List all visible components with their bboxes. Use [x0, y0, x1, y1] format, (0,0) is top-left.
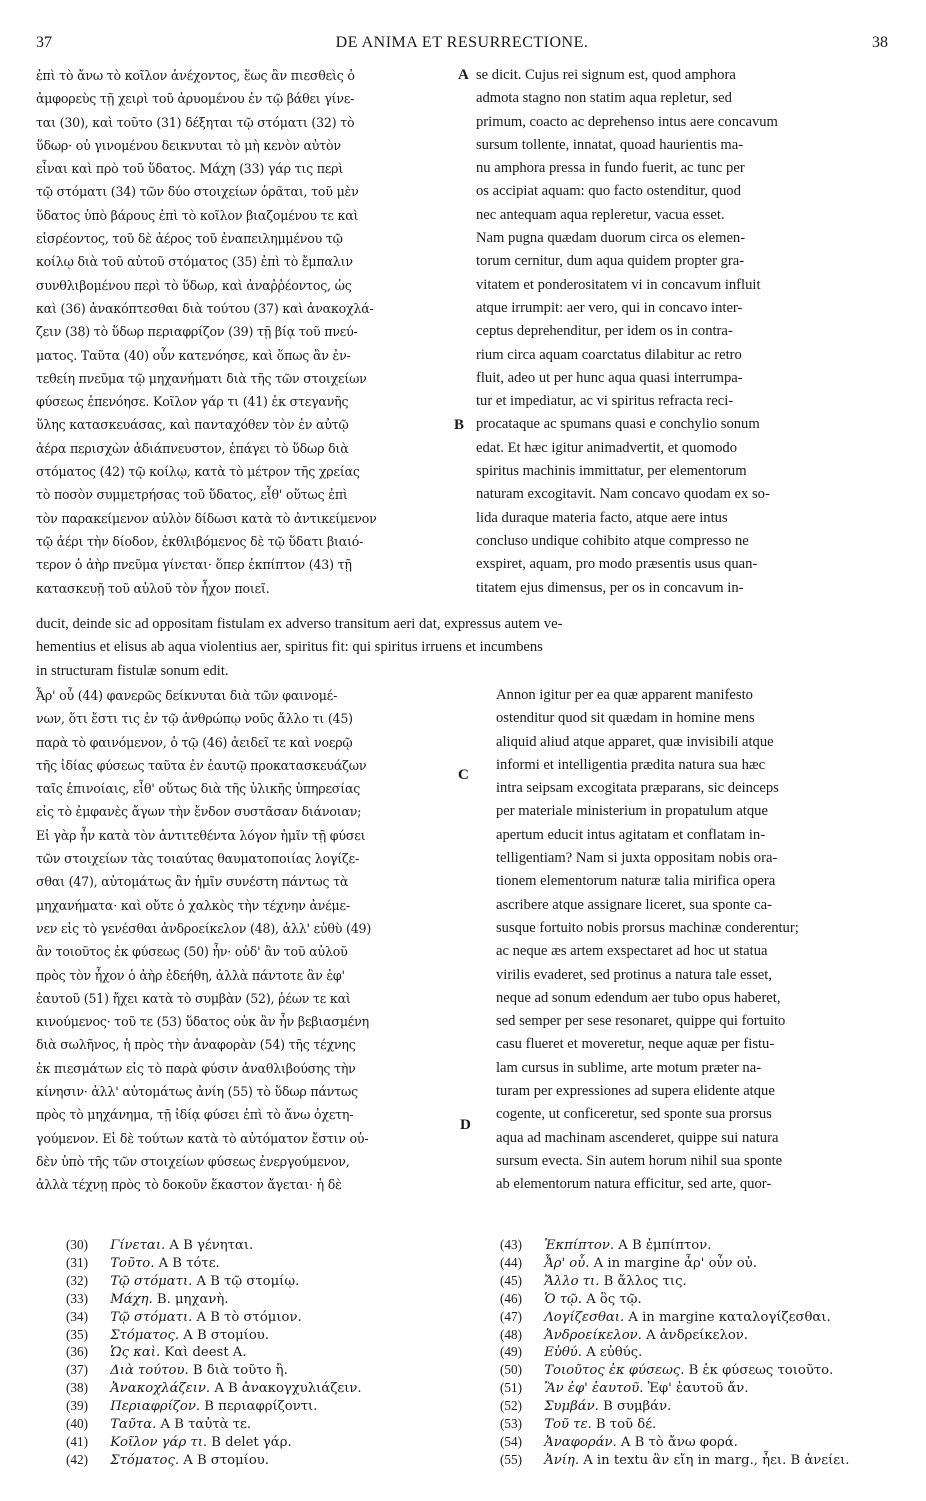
- latin-line: tionem elementorum naturæ talia mirifica opera: [496, 873, 776, 890]
- footnote-lemma: Συμβάν.: [544, 1399, 599, 1415]
- latin-line: concluso undique cohibito atque compresso ne: [476, 532, 749, 549]
- latin-line: torum cernitur, dum aqua quidem propter gra-: [476, 253, 745, 270]
- latin-text-bottom: [496, 684, 888, 1197]
- greek-line: ὕδωρ· οὐ γινομένου δεικνυται τὸ μὴ κενὸν αὐτὸν: [36, 137, 341, 153]
- latin-line: susque fortuito nobis prorsus machinæ conderentur;: [496, 919, 799, 936]
- greek-line: ἐκ πιεσμάτων εἰς τὸ παρὰ φύσιν ἀναθλιβούσης τὴν: [36, 1060, 356, 1076]
- footnote-lemma: Ἀνακοχλάζειν.: [110, 1381, 211, 1397]
- greek-line: ἀμφορεὺς τῇ χειρὶ τοῦ ἀρυομένου ἐν τῷ βάθει γίνε-: [36, 91, 355, 107]
- latin-line: titatem ejus dimensus, per os in concavum in-: [476, 579, 744, 596]
- margin-marker-d: D: [460, 1117, 471, 1133]
- greek-line: τερον ὁ ἀὴρ πνεῦμα γίνεται· ὅπερ ἐκπίπτον (43) τῇ: [36, 557, 352, 573]
- footnote-number: (41): [66, 1433, 88, 1449]
- footnote-lemma: Ἀνίη.: [544, 1452, 580, 1468]
- latin-line: Annon igitur per ea quæ apparent manifesto: [496, 687, 753, 703]
- latin-line: informi et intelligentia prædita natura sua hæc: [496, 756, 766, 773]
- latin-line: naturam excogitavit. Nam concavo quodam ex so-: [476, 486, 770, 503]
- latin-full-width-text: [36, 613, 888, 683]
- footnote-number: (36): [66, 1344, 88, 1360]
- footnote-number: (53): [500, 1416, 522, 1432]
- footnote: [66, 1416, 466, 1434]
- footnote: [500, 1255, 900, 1273]
- latin-line: aqua ad machinam ascenderet, quippe sui natura: [496, 1129, 779, 1146]
- greek-line: καὶ (36) ἀνακόπτεσθαι διὰ τούτου (37) καὶ ἀνακοχλά-: [36, 300, 374, 316]
- greek-line: τὸ ποσὸν συμμετρήσας τοῦ ὕδατος, εἶθ' οὕτως ἐπὶ: [36, 487, 348, 503]
- greek-line: ταῖς ἐπινοίαις, εἶθ' οὕτως διὰ τῆς ὑλικῆς ὑπηρεσίας: [36, 781, 361, 797]
- latin-line: procataque ac spumans quasi e conchylio sonum: [476, 416, 760, 433]
- footnote-lemma: Γίνεται.: [110, 1238, 166, 1253]
- latin-line: vitatem et ponderositatem vi in concavum influit: [476, 276, 761, 293]
- footnote-text: Καὶ deest A.: [164, 1345, 247, 1361]
- footnote-number: (44): [500, 1254, 522, 1270]
- footnote-number: (46): [500, 1290, 522, 1306]
- latin-line: casu flueret et moveretur, neque aquæ per fistu-: [496, 1036, 775, 1053]
- footnote-number: (54): [500, 1433, 522, 1449]
- footnote: [500, 1434, 900, 1452]
- footnote: [500, 1362, 900, 1380]
- latin-line: Nam pugna quædam duorum circa os elemen-: [476, 230, 746, 247]
- footnote: [66, 1344, 466, 1362]
- footnote: [66, 1327, 466, 1345]
- latin-line: nec antequam aqua repleretur, vacua esset.: [476, 206, 725, 223]
- footnote-text: A ἀνδρείκελον.: [646, 1327, 748, 1343]
- latin-line: sursum tollente, innatat, quoad haurientis ma-: [476, 136, 744, 153]
- footnote-lemma: Τοῦ τε.: [544, 1417, 592, 1433]
- footnote-number: (31): [66, 1254, 88, 1270]
- greek-text-bottom: [36, 684, 458, 1197]
- footnote-lemma: Στόματος.: [110, 1327, 180, 1343]
- latin-line: virilis evaderet, sed protinus a natura tale esset,: [496, 966, 772, 983]
- footnote-text: B ἄλλος τις.: [603, 1273, 687, 1289]
- footnote-text: A B ἐμπίπτον.: [618, 1238, 712, 1253]
- latin-line: neque ad sonum edendum aer tubo opus haberet,: [496, 989, 781, 1006]
- footnote-number: (52): [500, 1398, 522, 1414]
- latin-line: telligentiam? Nam si juxta oppositam nobis ora-: [496, 850, 778, 867]
- greek-line: σθαι (47), αὐτομάτως ἂν ἡμῖν συνέστη πάντως τὰ: [36, 874, 349, 890]
- latin-line: sursum evecta. Sin autem horum nihil sua sponte: [496, 1152, 783, 1169]
- footnote: [66, 1452, 466, 1470]
- greek-line: παρὰ τὸ φαινόμενον, ὁ τῷ (46) ἀειδεῖ τε καὶ νοερῷ: [36, 734, 353, 750]
- footnote-number: (47): [500, 1308, 522, 1324]
- greek-line: ται (30), καὶ τοῦτο (31) δέξηται τῷ στόματι (32) τὸ: [36, 114, 355, 130]
- footnote-lemma: Τοῦτο.: [110, 1255, 155, 1271]
- footnote-lemma: Μάχη.: [110, 1291, 153, 1307]
- greek-line: φύσεως ἐπενόησε. Κοῖλον γάρ τι (41) ἐκ στεγανῆς: [36, 394, 349, 410]
- footnote-lemma: Ἐκπίπτον.: [544, 1238, 615, 1253]
- latin-text-top: [476, 64, 888, 600]
- greek-line: ζειν (38) τὸ ὕδωρ περιαφρίζον (39) τῇ βίᾳ τοῦ πνεύ-: [36, 324, 358, 340]
- greek-line: ἀλλὰ τέχνῃ πρὸς τὸ δοκοῦν ἕκαστον ἄγεται· ἡ δὲ: [36, 1177, 342, 1193]
- greek-line: ἑαυτοῦ (51) ἤχει κατὰ τὸ συμβὰν (52), ῥέων τε καὶ: [36, 990, 351, 1006]
- margin-marker-b: B: [454, 417, 465, 433]
- footnote-text: A B ἀνακογχυλιάζειν.: [214, 1381, 362, 1397]
- footnote-number: (49): [500, 1344, 522, 1360]
- footnote-lemma: Ὁ τῷ.: [544, 1291, 582, 1307]
- running-title: DE ANIMA ET RESURRECTIONE.: [335, 34, 589, 51]
- greek-line: τῷ στόματι (34) τῶν δύο στοιχείων ὁρᾶται, τοῦ μὲν: [36, 184, 359, 200]
- footnote-number: (37): [66, 1362, 88, 1378]
- latin-line: aliquid aliud atque apparet, quæ invisibili atque: [496, 733, 774, 750]
- greek-line: μηχανήματα· καὶ οὔτε ὁ χαλκὸς τὴν τέχνην ἀνέμε-: [36, 897, 350, 913]
- margin-marker-c: C: [458, 767, 469, 783]
- footnote-text: B. μηχανὴ.: [156, 1291, 229, 1307]
- latin-line: hementius et elisus ab aqua violentius aer, spiritus fit: qui spiritus irruens et incumbens: [36, 639, 543, 656]
- latin-line: tur et impediatur, ac vi spiritus refracta reci-: [476, 393, 734, 410]
- page-number-left: 37: [36, 34, 52, 51]
- greek-line: εἰς τὸ ἐμφανὲς ἄγων τὴν ἔνδον συστᾶσαν διάνοιαν;: [36, 804, 362, 820]
- latin-line: edat. Et hæc igitur animadvertit, et quomodo: [476, 439, 738, 456]
- footnote: [66, 1291, 466, 1309]
- footnote: [500, 1237, 900, 1255]
- greek-line: στόματος (42) τῷ κοίλῳ, κατὰ τὸ μέτρον τῆς χρείας: [36, 464, 360, 480]
- footnote: [66, 1398, 466, 1416]
- greek-line: νων, ὅτι ἔστι τις ἐν τῷ ἀνθρώπῳ νοῦς ἄλλο τι (45): [36, 711, 353, 727]
- footnote-number: (50): [500, 1362, 522, 1378]
- footnote-text: B ἐκ φύσεως τοιοῦτο.: [688, 1363, 834, 1379]
- footnote: [66, 1255, 466, 1273]
- footnote-number: (48): [500, 1326, 522, 1342]
- greek-line: συνθλιβομένου περὶ τὸ ὕδωρ, καὶ ἀναῤῥέοντος, ὡς: [36, 277, 352, 293]
- footnote-text: B περιαφρίζοντι.: [204, 1399, 318, 1415]
- footnote-number: (40): [66, 1416, 88, 1432]
- greek-line: δὲν ὑπὸ τῆς τῶν στοιχείων φύσεως ἐνεργούμενον,: [36, 1153, 350, 1169]
- greek-line: κίνησιν· ἀλλ' αὐτομάτως ἀνίη (55) τὸ ὕδωρ πάντως: [36, 1084, 358, 1100]
- footnote-text: A B στομίου.: [183, 1452, 269, 1468]
- latin-line: ac neque æs artem exspectaret ad hoc ut statua: [496, 943, 768, 960]
- page-header: [36, 34, 888, 56]
- greek-line: πρὸς τὸ μηχάνημα, τῇ ἰδίᾳ φύσει ἐπὶ τὸ ἄνω ὀχετη-: [36, 1107, 354, 1123]
- footnote: [500, 1291, 900, 1309]
- footnote-text: A B τότε.: [158, 1255, 220, 1271]
- footnote-text: A εὐθύς.: [586, 1345, 643, 1361]
- footnote-lemma: Ὡς καὶ.: [110, 1345, 161, 1361]
- latin-line: spiritus machinis immittatur, per elementorum: [476, 463, 747, 480]
- footnote: [500, 1416, 900, 1434]
- footnote-text: A B ταὐτὰ τε.: [160, 1417, 252, 1433]
- footnote-lemma: Στόματος.: [110, 1452, 180, 1468]
- footnote: [500, 1380, 900, 1398]
- footnotes-left: [66, 1237, 466, 1470]
- footnote-number: (55): [500, 1451, 522, 1467]
- greek-line: τεθείη πνεῦμα τῷ μηχανήματι διὰ τῆς τῶν στοιχείων: [36, 370, 367, 386]
- footnote-lemma: Τῷ στόματι.: [110, 1273, 193, 1289]
- greek-line: γούμενον. Εἰ δὲ τούτων κατὰ τὸ αὐτόματον ἔστιν οὐ-: [36, 1130, 369, 1146]
- footnotes-right: [500, 1237, 900, 1470]
- greek-line: τῆς ἰδίας φύσεως ταῦτα ἐν ἑαυτῷ προκατασκευάζων: [36, 757, 367, 773]
- latin-line: atque irrumpit: aer vero, qui in concavo inter-: [476, 299, 743, 316]
- latin-line: lam cursus in sublime, arte motum præter na-: [496, 1059, 762, 1076]
- footnote: [500, 1398, 900, 1416]
- footnote-number: (30): [66, 1237, 88, 1252]
- latin-line: nu amphora pressa in fundo fuerit, ac tunc per: [476, 160, 745, 177]
- footnote-number: (35): [66, 1326, 88, 1342]
- footnote-text: A in textu ἂν εἴη in marg., ἧει. B ἀνείει.: [583, 1452, 850, 1468]
- latin-line: per materiale ministerium in propatulum atque: [496, 803, 768, 820]
- greek-line: εἶναι καὶ πρὸ τοῦ ὕδατος. Μάχη (33) γάρ τις περὶ: [36, 161, 344, 177]
- footnote-text: B delet γάρ.: [211, 1434, 292, 1450]
- footnote-number: (32): [66, 1272, 88, 1288]
- footnote-text: A B τὸ στόμιον.: [196, 1309, 302, 1325]
- greek-line: ματος. Ταῦτα (40) οὖν κατενόησε, καὶ ὅπως ἂν ἐν-: [36, 347, 351, 363]
- greek-line: ὕδατος ὑπὸ βάρους ἐπὶ τὸ κοῖλον βιαζομένου τε καὶ: [36, 207, 359, 223]
- latin-line: se dicit. Cujus rei signum est, quod amphora: [476, 67, 736, 83]
- greek-line: τὸν παρακείμενον αὐλὸν δίδωσι κατὰ τὸ ἀντικείμενον: [36, 510, 377, 526]
- page-number-right: 38: [872, 34, 888, 51]
- greek-line: Ἆρ' οὖ (44) φανερῶς δείκνυται διὰ τῶν φαινομέ-: [36, 688, 338, 703]
- latin-line: intra seipsam excogitata præparans, sic deinceps: [496, 780, 779, 797]
- footnote: [66, 1434, 466, 1452]
- footnote-text: A ὃς τῷ.: [586, 1291, 642, 1307]
- footnote-lemma: Ἄλλο τι.: [544, 1273, 600, 1289]
- greek-line: ἐπὶ τὸ ἄνω τὸ κοῖλον ἀνέχοντος, ἕως ἂν πιεσθεὶς ὁ: [36, 68, 355, 83]
- greek-line: νεν εἰς τὸ γενέσθαι ἀνδροείκελον (48), ἀλλ' εὐθὺ (49): [36, 920, 372, 936]
- footnote: [66, 1273, 466, 1291]
- latin-line: ab elementorum natura efficitur, sed arte, quor-: [496, 1176, 772, 1193]
- footnote-number: (43): [500, 1237, 522, 1252]
- latin-line: apertum educit intus agitatam et conflatam in-: [496, 826, 766, 843]
- footnote-text: B διὰ τοῦτο ἢ.: [192, 1363, 288, 1379]
- footnote: [500, 1309, 900, 1327]
- latin-line: admota stagno non statim aqua repletur, sed: [476, 90, 732, 107]
- footnote-text: A in margine ἆρ' οὖν οὐ.: [593, 1255, 757, 1271]
- footnote-number: (39): [66, 1398, 88, 1414]
- footnote: [66, 1362, 466, 1380]
- footnote-text: B τοῦ δέ.: [595, 1417, 657, 1433]
- footnote-text: B συμβάν.: [603, 1399, 672, 1415]
- footnote-lemma: Ἀναφοράν.: [544, 1434, 617, 1450]
- greek-line: τῷ ἀέρι τὴν δίοδον, ἐκθλιβόμενος δὲ τῷ ὕδατι βιαιό-: [36, 533, 364, 549]
- greek-line: ἂν τοιοῦτος ἐκ φύσεως (50) ἦν· οὐδ' ἂν τοῦ αὐλοῦ: [36, 944, 348, 960]
- footnote-number: (34): [66, 1308, 88, 1324]
- footnote-lemma: Ἀνδροείκελον.: [544, 1327, 642, 1343]
- footnote-lemma: Τοιοῦτος ἐκ φύσεως.: [544, 1363, 685, 1379]
- greek-line: Εἰ γὰρ ἦν κατὰ τὸν ἀντιτεθέντα λόγον ἡμῖν τῇ φύσει: [36, 827, 366, 843]
- footnote-text: Ἐφ' ἑαυτοῦ ἄν.: [647, 1381, 749, 1397]
- latin-line: ostenditur quod sit quædam in homine mens: [496, 710, 755, 727]
- greek-line: κινούμενος· τοῦ τε (53) ὕδατος οὐκ ἂν ἦν βεβιασμένη: [36, 1014, 369, 1030]
- footnote-number: (51): [500, 1380, 522, 1396]
- footnote-lemma: Ἂν ἐφ' ἑαυτοῦ.: [544, 1381, 644, 1397]
- latin-line: in structuram fistulæ sonum edit.: [36, 662, 229, 679]
- latin-line: fluit, adeo ut per hunc aqua quasi interrumpa-: [476, 369, 743, 386]
- latin-line: lida duraque materia facto, atque aere intus: [476, 509, 728, 526]
- greek-line: πρὸς τὸν ἦχον ὁ ἀὴρ ἐδεήθη, ἀλλὰ πάντοτε ἂν ἐφ': [36, 967, 345, 983]
- footnote-text: A B γένηται.: [169, 1238, 254, 1253]
- footnote-number: (33): [66, 1290, 88, 1306]
- greek-line: τῶν στοιχείων τὰς τοιαύτας θαυματοποιίας λογίζε-: [36, 851, 360, 867]
- latin-line: os accipiat aquam: quo facto ostenditur, quod: [476, 183, 741, 200]
- latin-line: ascribere atque assignare liceret, sua sponte ca-: [496, 896, 772, 913]
- footnote: [66, 1309, 466, 1327]
- greek-line: κοίλῳ διὰ τοῦ αὐτοῦ στόματος (35) ἐπὶ τὸ ἔμπαλιν: [36, 254, 353, 270]
- footnote-lemma: Τῷ στόματι.: [110, 1309, 193, 1325]
- footnote: [500, 1327, 900, 1345]
- footnote-lemma: Διὰ τούτου.: [110, 1363, 189, 1379]
- greek-line: διὰ σωλῆνος, ἡ πρὸς τὴν ἀναφορὰν (54) τῆς τέχνης: [36, 1037, 356, 1053]
- footnote-lemma: Λογίζεσθαι.: [544, 1309, 625, 1325]
- margin-marker-a: A: [458, 67, 469, 83]
- greek-line: κατασκευῇ τοῦ αὐλοῦ τὸν ἦχον ποιεῖ.: [36, 580, 270, 596]
- latin-line: cogente, ut conficeretur, sed sponte sua prorsus: [496, 1106, 772, 1123]
- footnote: [500, 1344, 900, 1362]
- footnote-number: (38): [66, 1380, 88, 1396]
- footnote-text: A in margine καταλογίζεσθαι.: [628, 1309, 831, 1325]
- latin-line: exspiret, aquam, pro modo præsentis usus quan-: [476, 556, 758, 573]
- latin-line: turam per expressiones ad supera elidente atque: [496, 1083, 775, 1100]
- footnote-lemma: Περιαφρίζον.: [110, 1399, 201, 1415]
- footnote: [66, 1237, 466, 1255]
- footnote-text: A B τῷ στομίῳ.: [196, 1273, 300, 1289]
- greek-line: ἀέρα περισχὼν ἀδιάπνευστον, ἐπάγει τὸ ὕδωρ διὰ: [36, 440, 349, 456]
- footnote-lemma: Εὐθύ.: [544, 1345, 582, 1361]
- footnote: [500, 1452, 900, 1470]
- latin-line: sed semper per sese resonaret, quippe qui fortuito: [496, 1013, 786, 1030]
- greek-line: εἰσρέοντος, τοῦ δὲ ἀέρος τοῦ ἐναπειλημμένου τῷ: [36, 231, 343, 247]
- latin-line: primum, coacto ac deprehenso intus aere concavum: [476, 113, 778, 130]
- footnote: [500, 1273, 900, 1291]
- footnote: [66, 1380, 466, 1398]
- greek-text-top: [36, 64, 458, 600]
- footnote-lemma: Ἆρ' οὖ.: [544, 1255, 590, 1271]
- latin-line: rium circa aquam coarctatus dilabitur ac retro: [476, 346, 742, 363]
- footnote-lemma: Κοῖλον γάρ τι.: [110, 1434, 208, 1450]
- footnote-text: A B τὸ ἄνω φορά.: [620, 1434, 738, 1450]
- latin-line: ceptus deprehenditur, per idem os in contra-: [476, 323, 733, 340]
- latin-line: ducit, deinde sic ad oppositam fistulam ex adverso transitum aeri dat, expressus autem ve-: [36, 616, 563, 632]
- footnote-lemma: Ταῦτα.: [110, 1417, 157, 1433]
- footnote-number: (45): [500, 1272, 522, 1288]
- footnote-number: (42): [66, 1451, 88, 1467]
- footnote-text: A B στομίου.: [183, 1327, 269, 1343]
- greek-line: ὕλης κατασκευάσας, καὶ πανταχόθεν τὸν ἐν αὐτῷ: [36, 417, 349, 433]
